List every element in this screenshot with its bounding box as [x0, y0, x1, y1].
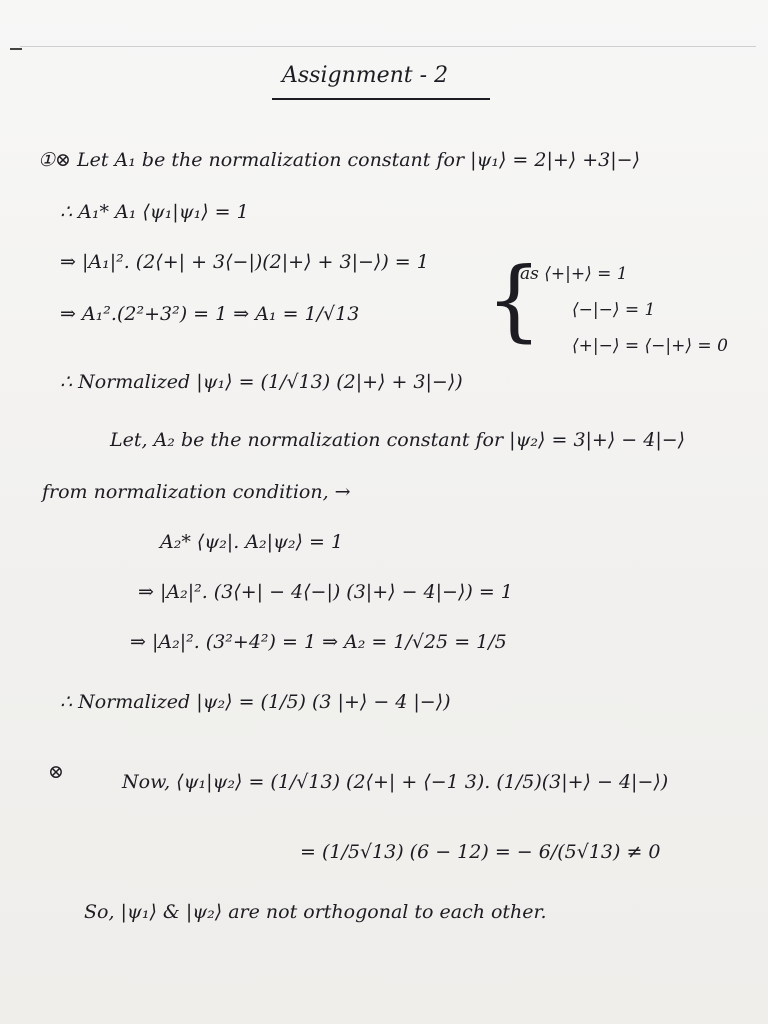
- equation-line-5: ⇒ |A₂|². (3⟨+| − 4⟨−|) (3|+⟩ − 4|−⟩) = 1: [138, 581, 513, 603]
- inner-product-line-1: Now, ⟨ψ₁|ψ₂⟩ = (1/√13) (2⟨+| + ⟨−1 3). (1/5)(3|+⟩ − 4|−⟩): [122, 771, 669, 793]
- problem-statement-1: ①⊗ Let A₁ be the normalization constant for |ψ₁⟩ = 2|+⟩ +3|−⟩: [38, 149, 640, 171]
- side-note-brace: {: [486, 248, 542, 351]
- page-corner-mark: [10, 48, 22, 50]
- equation-line-6: ⇒ |A₂|². (3²+4²) = 1 ⇒ A₂ = 1/√25 = 1/5: [130, 631, 507, 653]
- part-b-marker: ⊗: [48, 761, 64, 783]
- title-underline: [272, 98, 490, 100]
- inner-product-line-2: = (1/5√13) (6 − 12) = − 6/(5√13) ≠ 0: [300, 841, 661, 863]
- equation-line-4: A₂* ⟨ψ₂|. A₂|ψ₂⟩ = 1: [160, 531, 344, 553]
- conclusion: So, |ψ₁⟩ & |ψ₂⟩ are not orthogonal to each other.: [84, 901, 547, 923]
- equation-line-2: ⇒ |A₁|². (2⟨+| + 3⟨−|)(2|+⟩ + 3|−⟩) = 1: [60, 251, 429, 273]
- equation-line-3: ⇒ A₁².(2²+3²) = 1 ⇒ A₁ = 1/√13: [60, 303, 360, 325]
- equation-line-1: ∴ A₁* A₁ ⟨ψ₁|ψ₁⟩ = 1: [60, 201, 249, 223]
- normalized-psi1: ∴ Normalized |ψ₁⟩ = (1/√13) (2|+⟩ + 3|−⟩): [60, 371, 463, 393]
- normalization-condition-label: from normalization condition, →: [42, 481, 351, 503]
- side-note-line-2: ⟨−|−⟩ = 1: [572, 300, 656, 320]
- side-note-line-1: as ⟨+|+⟩ = 1: [520, 264, 628, 284]
- page-top-rule: [20, 46, 756, 47]
- side-note-line-3: ⟨+|−⟩ = ⟨−|+⟩ = 0: [572, 336, 728, 356]
- normalized-psi2: ∴ Normalized |ψ₂⟩ = (1/5) (3 |+⟩ − 4 |−⟩): [60, 691, 451, 713]
- page-title: Assignment - 2: [282, 63, 449, 88]
- problem-statement-2: Let, A₂ be the normalization constant for |ψ₂⟩ = 3|+⟩ − 4|−⟩: [110, 429, 686, 451]
